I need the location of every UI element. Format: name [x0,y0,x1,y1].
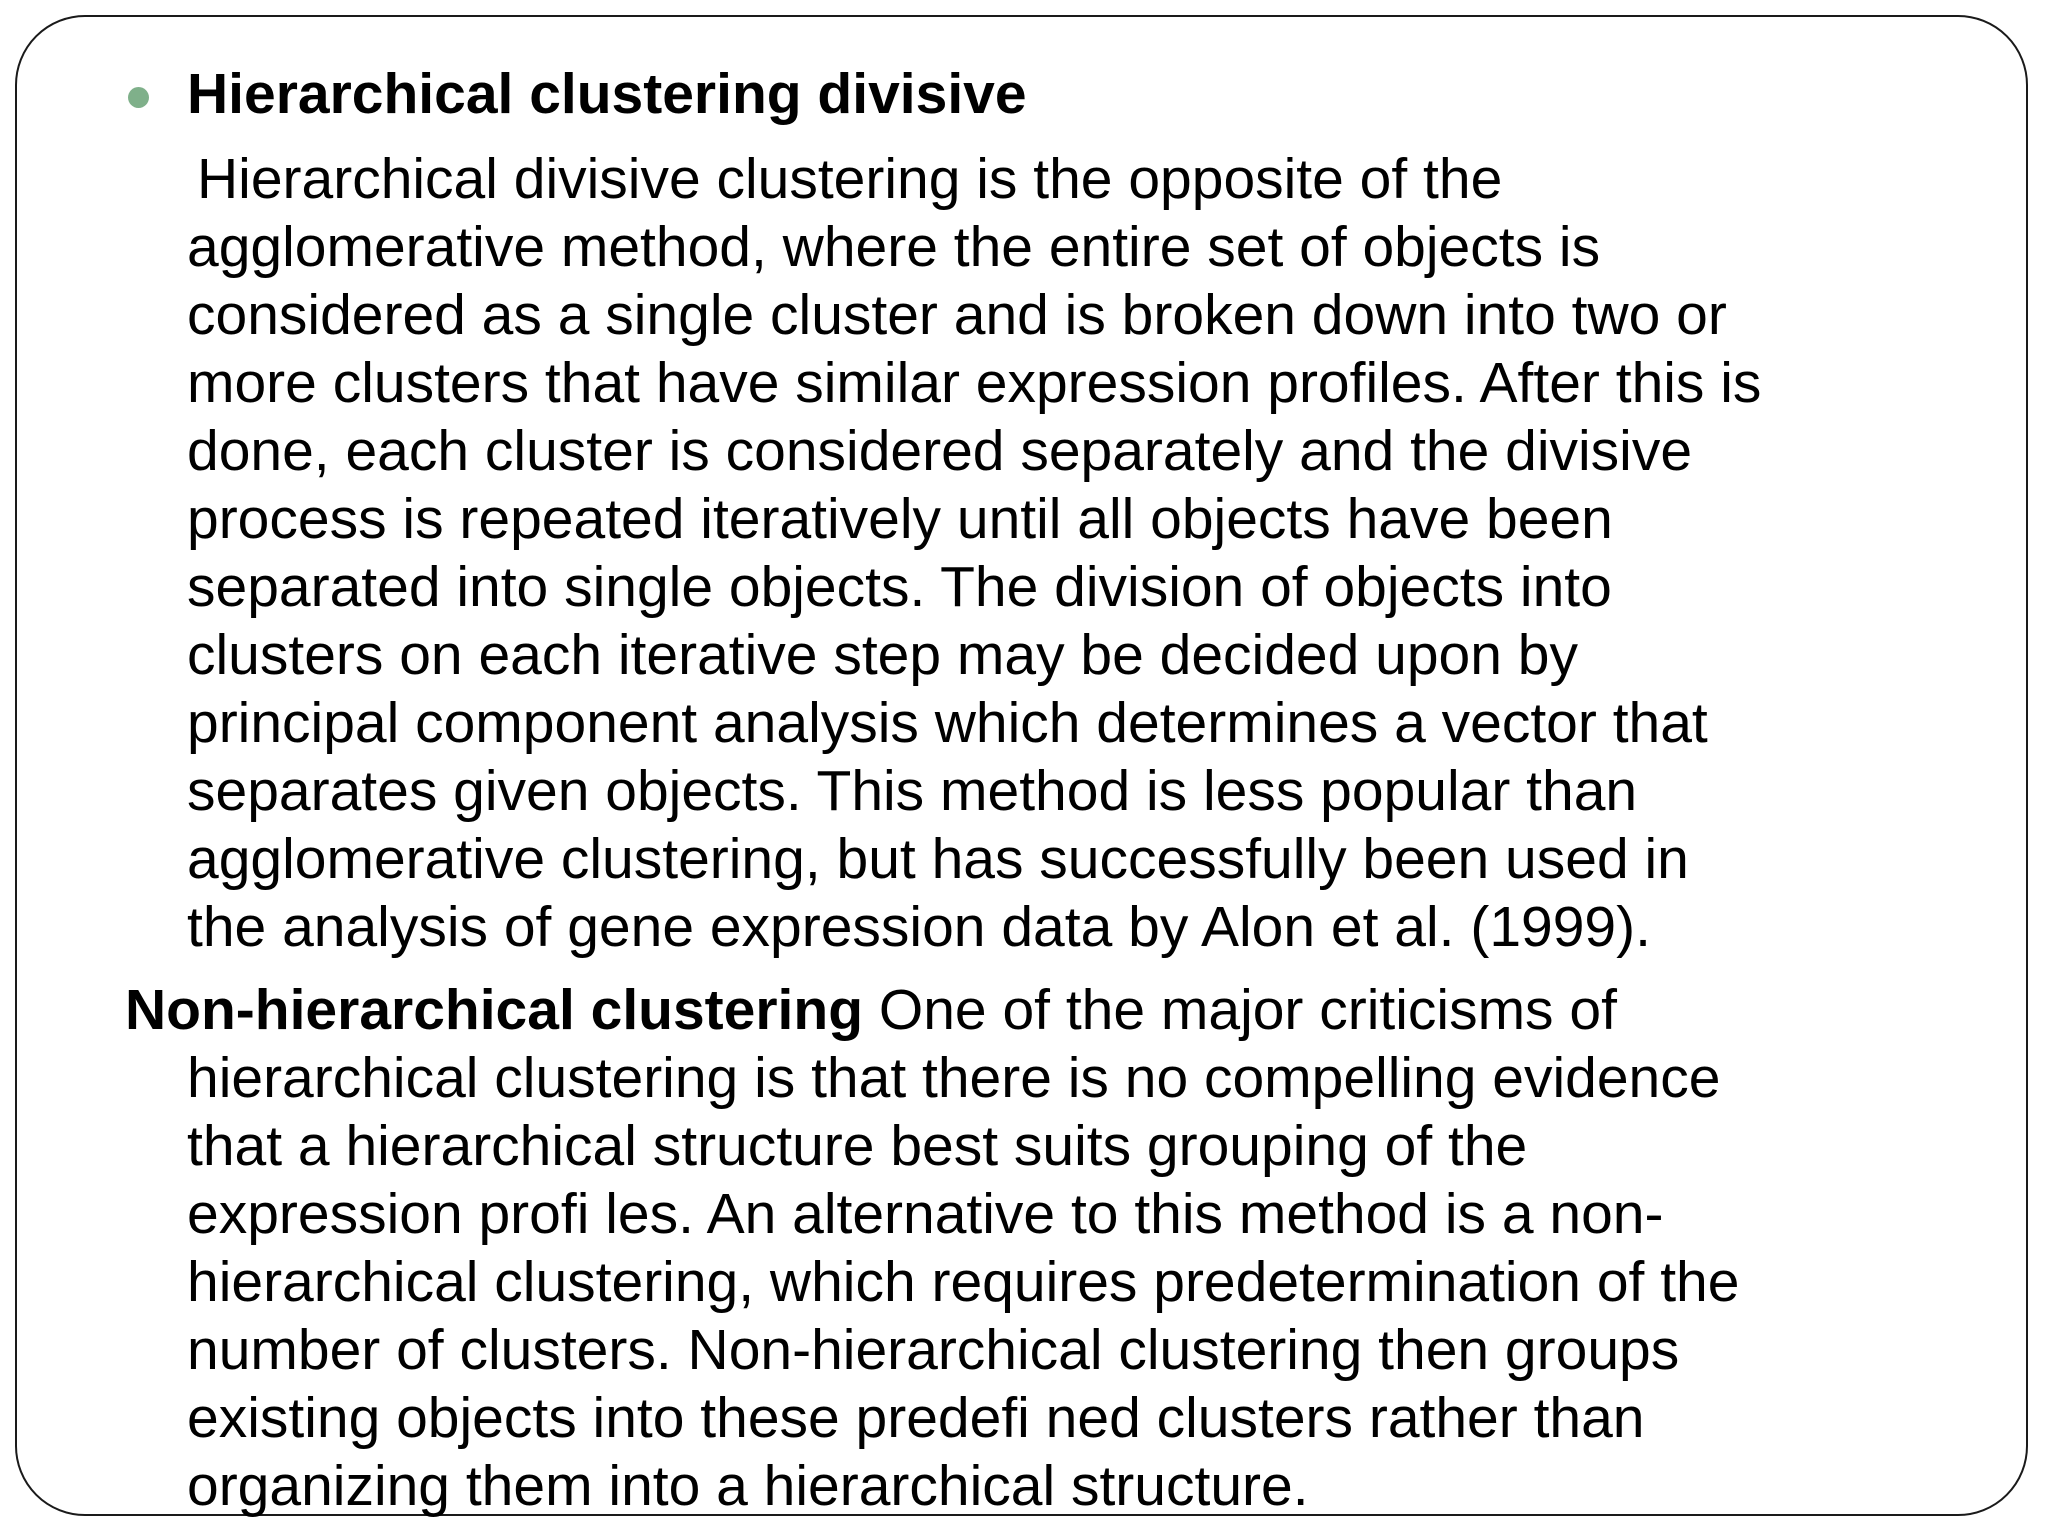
paragraph-line: process is repeated iteratively until all objects have been [187,487,1613,551]
paragraph-line: expression profi les. An alternative to this method is a non- [187,1182,1664,1246]
paragraph-line: principal component analysis which determines a vector that [187,691,1708,755]
paragraph-line: clusters on each iterative step may be decided upon by [187,623,1578,687]
section-heading-non-hierarchical: Non-hierarchical clustering [125,978,864,1042]
paragraph-line: hierarchical clustering, which requires predetermination of the [187,1250,1740,1314]
paragraph-line: considered as a single cluster and is broken down into two or [187,283,1727,347]
paragraph-line: agglomerative clustering, but has successfully been used in [187,827,1689,891]
section-heading-divisive: Hierarchical clustering divisive [187,62,1027,126]
paragraph-line: done, each cluster is considered separately and the divisive [187,419,1693,483]
paragraph-line: more clusters that have similar expression profiles. After this is [187,351,1762,415]
paragraph-line: the analysis of gene expression data by Alon et al. (1999). [187,895,1651,959]
paragraph-line: separates given objects. This method is less popular than [187,759,1638,823]
paragraph-first-line [125,976,1985,1044]
paragraph-line: that a hierarchical structure best suits grouping of the [187,1114,1528,1178]
paragraph-line: agglomerative method, where the entire set of objects is [187,215,1601,279]
paragraph-line: Hierarchical divisive clustering is the opposite of the [197,147,1503,211]
paragraph-line: number of clusters. Non-hierarchical clustering then groups [187,1318,1680,1382]
paragraph-line: hierarchical clustering is that there is no compelling evidence [187,1046,1721,1110]
paragraph-text: One of the major criticisms of [863,978,1617,1042]
non-hierarchical-paragraph [125,976,1985,1520]
paragraph-line: separated into single objects. The division of objects into [187,555,1612,619]
paragraph-line: organizing them into a hierarchical structure. [187,1454,1309,1518]
paragraph-line: existing objects into these predefi ned clusters rather than [187,1386,1645,1450]
bullet-icon [128,87,149,108]
divisive-paragraph [187,145,1987,961]
